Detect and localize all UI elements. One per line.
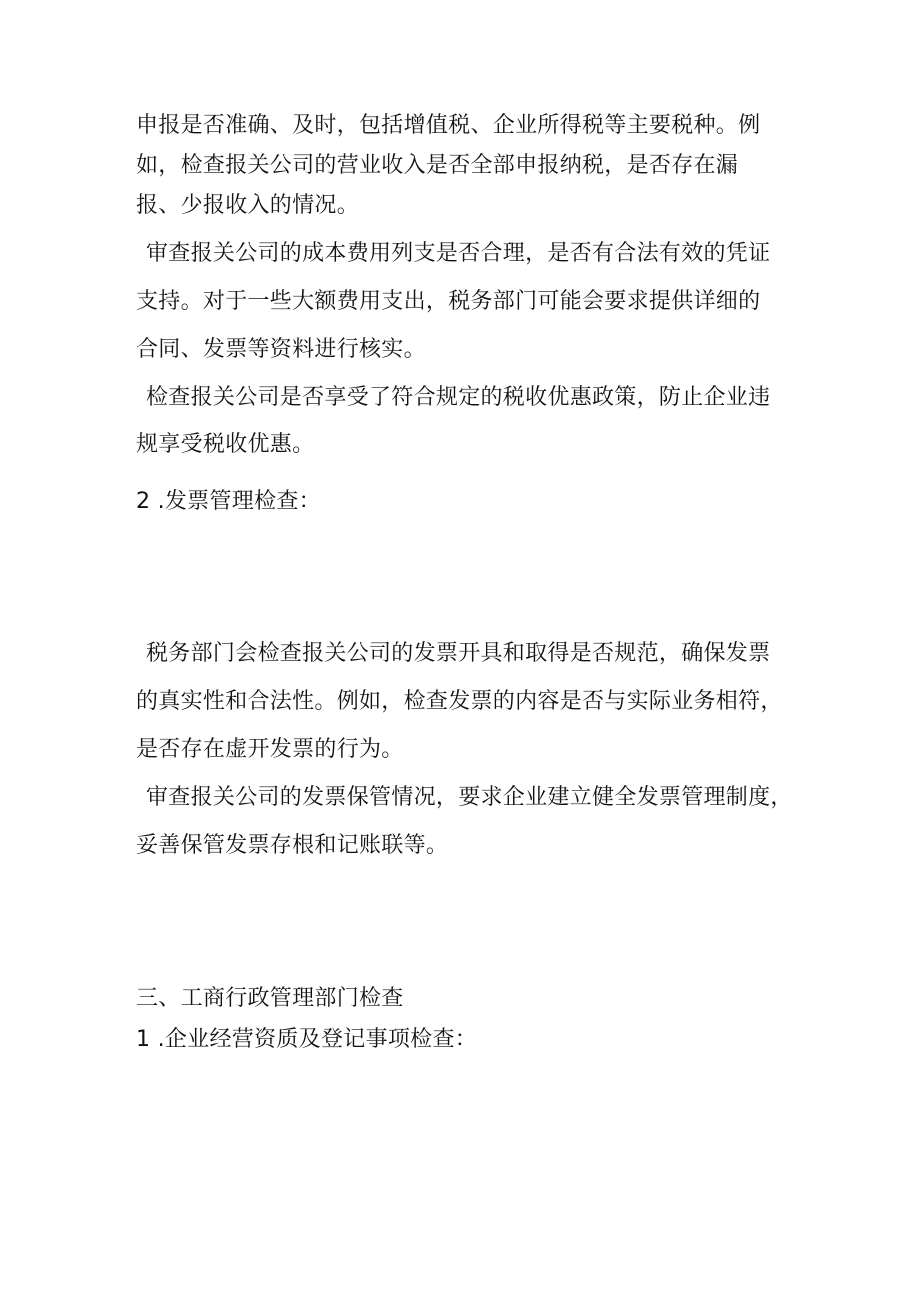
paragraph-line: 妥善保管发票存根和记账联等。 bbox=[136, 833, 449, 858]
paragraph-line: 审查报关公司的发票保管情况，要求企业建立健全发票管理制度， bbox=[146, 785, 793, 810]
paragraph-line: 申报是否准确、及时，包括增值税、企业所得税等主要税种。例 bbox=[136, 113, 761, 138]
paragraph-line: 报、少报收入的情况。 bbox=[136, 193, 360, 218]
paragraph-line: 合同、发票等资料进行核实。 bbox=[136, 337, 426, 362]
paragraph-line: 如，检查报关公司的营业收入是否全部申报纳税，是否存在漏 bbox=[136, 153, 739, 178]
paragraph-line: 是否存在虚开发票的行为。 bbox=[136, 737, 404, 762]
paragraph-line: 检查报关公司是否享受了符合规定的税收优惠政策，防止企业违 bbox=[146, 385, 771, 410]
paragraph-line: 审查报关公司的成本费用列支是否合理，是否有合法有效的凭证 bbox=[146, 241, 771, 266]
paragraph-line: 规享受税收优惠。 bbox=[136, 432, 315, 457]
section-heading-qualification: 1 .企业经营资质及登记事项检查： bbox=[136, 1027, 478, 1052]
paragraph-line: 税务部门会检查报关公司的发票开具和取得是否规范，确保发票 bbox=[146, 641, 771, 666]
paragraph-line: 支持。对于一些大额费用支出，税务部门可能会要求提供详细的 bbox=[136, 289, 761, 314]
section-heading-3: 三、工商行政管理部门检查 bbox=[136, 986, 404, 1011]
section-heading-invoice: 2 .发票管理检查： bbox=[136, 489, 321, 514]
paragraph-line: 的真实性和合法性。例如，检查发票的内容是否与实际业务相符， bbox=[136, 689, 783, 714]
